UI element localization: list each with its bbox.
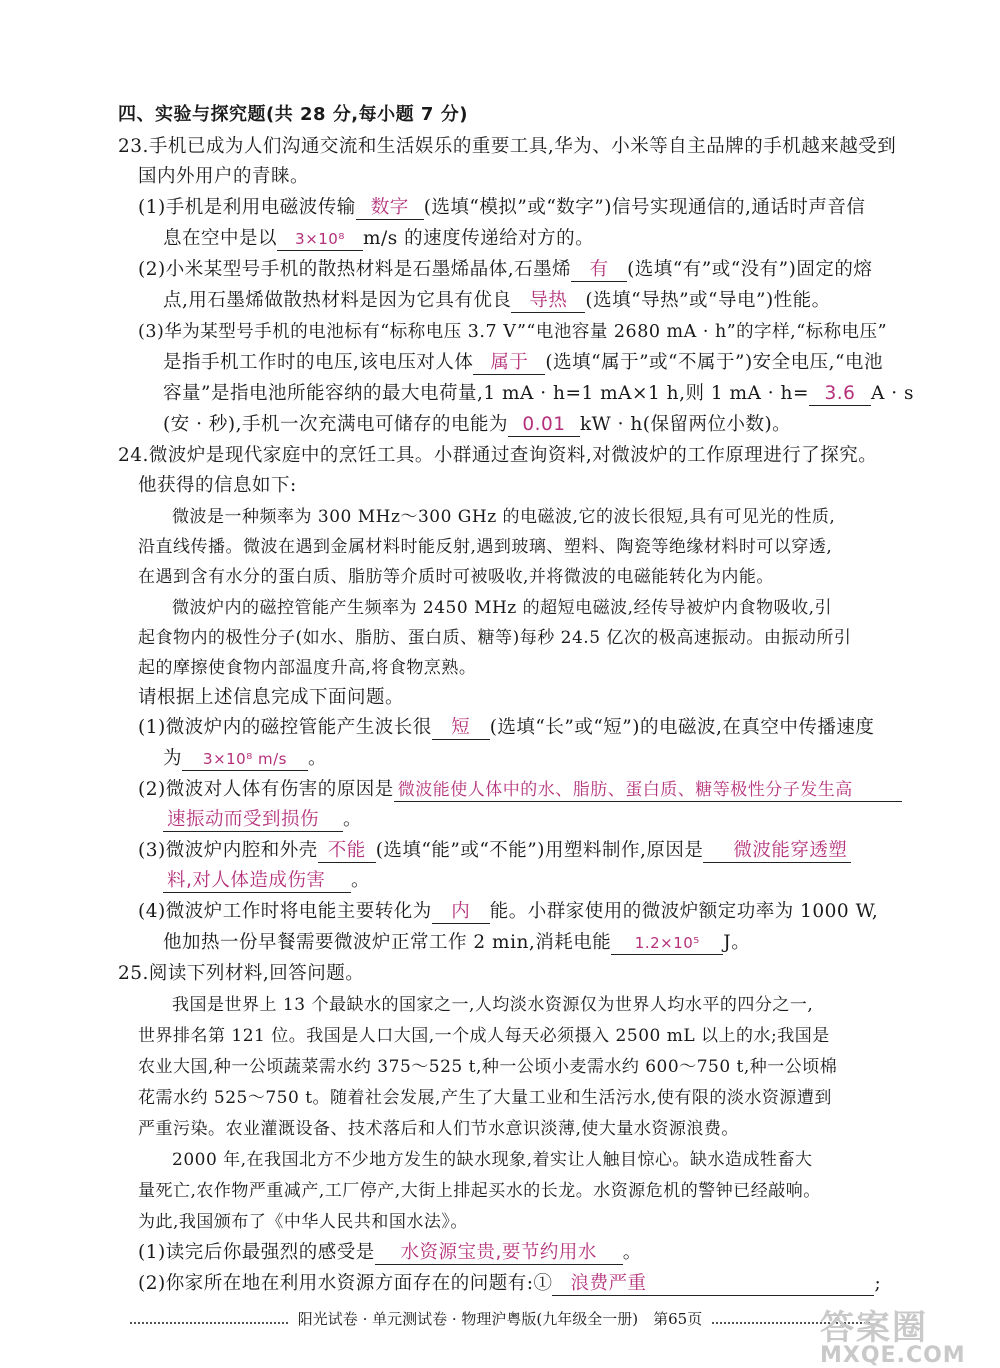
footer-dots-left bbox=[130, 1314, 288, 1324]
q24-p4-answer2: 1.2×10⁵ bbox=[611, 932, 723, 955]
q25-p2-answer: 浪费严重 bbox=[552, 1273, 874, 1296]
q23-p3-text-f: (安 · 秒),手机一次充满电可储存的电能为 bbox=[163, 414, 508, 435]
watermark-bottom-text: MXQE.COM bbox=[820, 1343, 966, 1368]
q23-part2-line2 bbox=[163, 289, 831, 313]
q24-material-line2: 沿直线传播。微波在遇到金属材料时能反射,遇到玻璃、塑料、陶瓷等绝缘材料时可以穿透, bbox=[138, 537, 833, 557]
q24-p3-answer3: 料,对人体造成伤害 bbox=[163, 870, 351, 893]
q24-p1-text-d: 。 bbox=[308, 748, 328, 769]
q23-part1-line1 bbox=[138, 196, 865, 220]
q25-part1 bbox=[138, 1241, 642, 1265]
q24-part4-line1 bbox=[138, 900, 878, 924]
q23-part3-line3 bbox=[163, 382, 914, 406]
q23-p1-text-b: (选填“模拟”或“数字”)信号实现通信的,通话时声音信 bbox=[423, 197, 866, 218]
q24-part2-line2 bbox=[163, 808, 362, 832]
q25-material-line5: 严重污染。农业灌溉设备、技术落后和人们节水意识淡薄,使大量水资源浪费。 bbox=[138, 1119, 739, 1139]
q25-material-line2: 世界排名第 121 位。我国是人口大国,一个成人每天必须摄入 2500 mL 以上的水;我国是 bbox=[138, 1026, 830, 1046]
q25-part2 bbox=[138, 1272, 881, 1296]
q23-p3-text-d: 容量”是指电池所能容纳的最大电荷量,1 mA · h=1 mA×1 h,则 1 mA · h= bbox=[163, 383, 809, 404]
q23-p1-text-c: 息在空中是以 bbox=[163, 228, 278, 249]
q23-part2-line1 bbox=[138, 258, 872, 282]
q25-p1-text-a: (1)读完后你最强烈的感受是 bbox=[138, 1242, 375, 1263]
q24-p4-text-c: 他加热一份早餐需要微波炉正常工作 2 min,消耗电能 bbox=[163, 932, 612, 953]
q25-p1-text-b: 。 bbox=[622, 1242, 642, 1263]
q23-p1-text-a: (1)手机是利用电磁波传输 bbox=[138, 197, 356, 218]
page-footer bbox=[120, 1308, 880, 1329]
q24-material-line5: 起食物内的极性分子(如水、脂肪、蛋白质、糖等)每秒 24.5 亿次的极高速振动。由振动所引 bbox=[138, 628, 852, 648]
q23-part3-line2 bbox=[163, 351, 883, 375]
q25-material-line4: 花需水约 525～750 t。随着社会发展,产生了大量工业和生活污水,使有限的淡水资源遭到 bbox=[138, 1088, 832, 1108]
q23-stem-line1: 23.手机已成为人们沟通交流和生活娱乐的重要工具,华为、小米等自主品牌的手机越来越受到 bbox=[118, 136, 897, 157]
q24-p1-answer2: 3×10⁸ m/s bbox=[182, 748, 308, 771]
q24-p2-text-b: 。 bbox=[343, 809, 363, 830]
q25-material-line3: 农业大国,种一公顷蔬菜需水约 375～525 t,种一公顷小麦需水约 600～750 t,种一公顷棉 bbox=[138, 1057, 838, 1077]
q23-p3-answer2: 3.6 bbox=[809, 383, 871, 406]
q23-p2-text-a: (2)小米某型号手机的散热材料是石墨烯晶体,石墨烯 bbox=[138, 259, 572, 280]
q23-p2-text-d: (选填“导热”或“导电”)性能。 bbox=[585, 290, 831, 311]
q24-p3-answer1: 不能 bbox=[318, 840, 376, 863]
q24-p2-answer1: 微波能使人体中的水、脂肪、蛋白质、糖等极性分子发生高 bbox=[394, 779, 902, 802]
q24-part4-line2 bbox=[163, 931, 750, 955]
q23-part1-line2 bbox=[163, 227, 594, 251]
watermark-top-text: 答案圈 bbox=[820, 1308, 928, 1348]
q25-material-line6: 2000 年,在我国北方不少地方发生的缺水现象,着实让人触目惊心。缺水造成牲畜大 bbox=[172, 1150, 813, 1170]
q23-p1-answer1: 数字 bbox=[356, 197, 424, 220]
q24-p2-answer2: 速振动而受到损伤 bbox=[163, 809, 343, 832]
q24-p3-answer2: 微波能穿透塑 bbox=[703, 840, 851, 863]
q23-part3-line1: (3)华为某型号手机的电池标有“标称电压 3.7 V”“电池容量 2680 mA · h”的字样,“标称电压” bbox=[138, 322, 888, 342]
q23-p1-text-d: m/s 的速度传递给对方的。 bbox=[363, 228, 595, 249]
q24-ask: 请根据上述信息完成下面问题。 bbox=[138, 687, 405, 708]
q23-p2-text-b: (选填“有”或“没有”)固定的熔 bbox=[627, 259, 873, 280]
q24-stem-line1: 24.微波炉是现代家庭中的烹饪工具。小群通过查询资料,对微波炉的工作原理进行了探究。 bbox=[118, 445, 878, 466]
q25-stem: 25.阅读下列材料,回答问题。 bbox=[118, 963, 365, 984]
q25-material-line7: 量死亡,农作物严重减产,工厂停产,大街上排起买水的长龙。水资源危机的警钟已经敲响。 bbox=[138, 1181, 821, 1201]
q23-p2-text-c: 点,用石墨烯做散热材料是因为它具有优良 bbox=[163, 290, 512, 311]
q24-p4-text-a: (4)微波炉工作时将电能主要转化为 bbox=[138, 901, 432, 922]
q23-part3-line4 bbox=[163, 413, 791, 437]
q25-material-line1: 我国是世界上 13 个最缺水的国家之一,人均淡水资源仅为世界人均水平的四分之一, bbox=[172, 995, 814, 1015]
q24-p3-text-c: 。 bbox=[351, 870, 371, 891]
q24-p1-text-a: (1)微波炉内的磁控管能产生波长很 bbox=[138, 717, 432, 738]
q23-stem-line2: 国内外用户的青睐。 bbox=[138, 166, 310, 187]
q23-p2-answer1: 有 bbox=[571, 259, 627, 282]
q24-stem-line2: 他获得的信息如下: bbox=[138, 475, 297, 496]
footer-text: 阳光试卷 · 单元测试卷 · 物理沪粤版(九年级全一册) 第65页 bbox=[297, 1310, 703, 1328]
q24-part3-line2 bbox=[163, 869, 370, 893]
q24-p3-text-a: (3)微波炉内腔和外壳 bbox=[138, 840, 318, 861]
q23-p3-text-g: kW · h(保留两位小数)。 bbox=[579, 414, 792, 435]
watermark-logo bbox=[820, 1300, 990, 1366]
q24-part3-line1 bbox=[138, 839, 851, 863]
q25-p2-text-b: ; bbox=[874, 1273, 882, 1294]
q24-p1-answer1: 短 bbox=[432, 717, 490, 740]
q24-material-line1: 微波是一种频率为 300 MHz～300 GHz 的电磁波,它的波长很短,具有可见光的性质, bbox=[172, 507, 836, 527]
q23-p1-answer2: 3×10⁸ bbox=[277, 228, 363, 251]
q23-p3-text-e: A · s bbox=[870, 383, 914, 404]
q25-p2-text-a: (2)你家所在地在利用水资源方面存在的问题有:① bbox=[138, 1273, 553, 1294]
q23-p3-answer3: 0.01 bbox=[508, 414, 580, 437]
q24-p4-answer1: 内 bbox=[432, 901, 490, 924]
section-title: 四、实验与探究题(共 28 分,每小题 7 分) bbox=[118, 104, 468, 125]
q24-p2-text-a: (2)微波对人体有伤害的原因是 bbox=[138, 779, 394, 800]
q23-p2-answer2: 导热 bbox=[511, 290, 585, 313]
q24-p4-text-d: J。 bbox=[723, 932, 751, 953]
q24-material-line3: 在遇到含有水分的蛋白质、脂肪等介质时可被吸收,并将微波的电磁能转化为内能。 bbox=[138, 567, 774, 587]
q24-p1-text-b: (选填“长”或“短”)的电磁波,在真空中传播速度 bbox=[489, 717, 875, 738]
q25-p1-answer: 水资源宝贵,要节约用水 bbox=[375, 1242, 623, 1265]
q25-material-line8: 为此,我国颁布了《中华人民共和国水法》。 bbox=[138, 1212, 468, 1232]
q24-part2-line1 bbox=[138, 778, 902, 802]
q24-p1-text-c: 为 bbox=[163, 748, 183, 769]
q24-material-line6: 起的摩擦使食物内部温度升高,将食物烹熟。 bbox=[138, 658, 477, 678]
q24-part1-line1 bbox=[138, 716, 874, 740]
q23-p3-answer1: 属于 bbox=[473, 352, 545, 375]
q24-part1-line2 bbox=[163, 747, 327, 771]
q23-p3-text-b: 是指手机工作时的电压,该电压对人体 bbox=[163, 352, 474, 373]
q24-p3-text-b: (选填“能”或“不能”)用塑料制作,原因是 bbox=[375, 840, 704, 861]
q23-p3-text-c: (选填“属于”或“不属于”)安全电压,“电池 bbox=[545, 352, 883, 373]
q24-p4-text-b: 能。小群家使用的微波炉额定功率为 1000 W, bbox=[489, 901, 879, 922]
q24-material-line4: 微波炉内的磁控管能产生频率为 2450 MHz 的超短电磁波,经传导被炉内食物吸收,引 bbox=[172, 598, 832, 618]
